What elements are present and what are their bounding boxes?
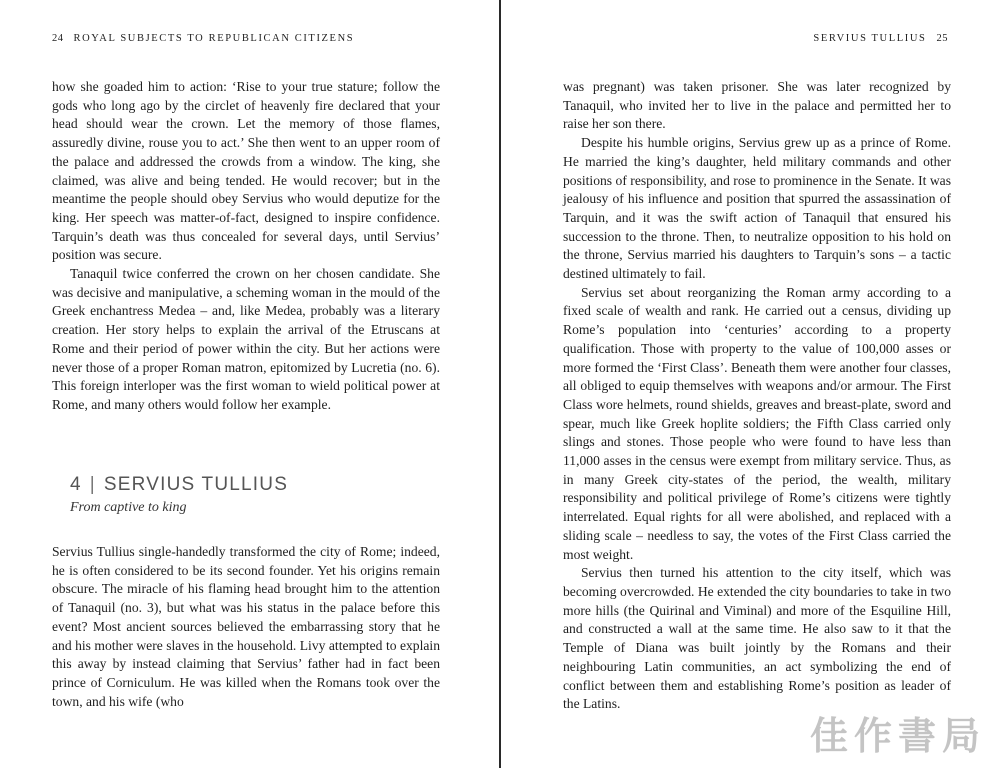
chapter-heading [70, 473, 288, 516]
chapter-number: 4 [70, 474, 82, 495]
paragraph: Servius then turned his attention to the city itself, which was becoming overcrowded. He extended the city boundaries to take in two more hills (the Quirinal and Viminal) and more of the Esquiline Hill, and constructed a wall at the same time. He also saw to it that the Temple of Diana was built jointly by the Romans and their neighbouring Latin communities, an act symbolizing the end of conflict between them and establishing Rome’s position as leader of the Latins. [563, 565, 951, 712]
running-head-title: ROYAL SUBJECTS TO REPUBLICAN CITIZENS [73, 33, 355, 44]
publisher-watermark: 佳作書局 [809, 714, 986, 758]
right-running-head [813, 33, 948, 44]
left-page [0, 0, 499, 768]
right-text [563, 78, 951, 714]
chapter-title: SERVIUS TULLIUS [103, 474, 289, 495]
chapter-separator: | [89, 474, 96, 495]
paragraph: how she goaded him to action: ‘Rise to your true stature; follow the gods who long ago by the circlet of heavenly fire declared that your head should wear the crown. Let the memory of those flames, assuredly divine, rouse you to act.’ She then went to an upper room of the palace and addressed the crowds from a window. The king, she claimed, was alive and being tended. He would recover; but in the meantime the people should obey Servius who would deputize for the king. Her speech was matter-of-fact, designed to inspire confidence. Tarquin’s death was thus concealed for several days, until Servius’ position was secure. [52, 79, 440, 263]
right-page [501, 0, 1000, 768]
paragraph: Servius Tullius single-handedly transformed the city of Rome; indeed, he is often considered to be its second founder. Yet his origins remain obscure. The miracle of his flaming head brought him to the attention of Tanaquil (no. 3), but what was his status in the palace before this event? Most ancient sources believed the embarrassing story that he and his mother were slaves in the household. Livy attempted to explain this away by instead claiming that Servius’ father had in fact been prince of Corniculum. He was killed when the Romans took over the town, and his wife (who [52, 544, 440, 709]
left-bottom-text [52, 543, 440, 711]
chapter-title-line [70, 473, 288, 497]
paragraph: Tanaquil twice conferred the crown on her chosen candidate. She was decisive and manipulative, a scheming woman in the mould of the Greek enchantress Medea – and, like Medea, probably was a literary creation. Her story helps to explain the arrival of the Etruscans at Rome and their period of power within the city. But her actions were never those of a proper Roman matron, epitomized by Lucretia (no. 6). This foreign interloper was the first woman to wield political power at Rome, and many others would follow her example. [52, 266, 440, 412]
chapter-subtitle: From captive to king [70, 500, 187, 515]
left-running-head [52, 33, 354, 44]
page-number: 25 [936, 33, 948, 44]
paragraph: Servius set about reorganizing the Roman army according to a fixed scale of wealth and rank. He carried out a census, dividing up Rome’s population into ‘centuries’ according to a property qualification. Those with property to the value of 100,000 asses or more formed the ‘First Class’. Beneath them were another four classes, all obliged to equip themselves with weapons and/or armour. The First Class wore helmets, round shields, greaves and breast-plate, sword and spear, much like Greek hoplite soldiers; the Fifth Class carried only slings and stones. Those people who were found to have less than 11,000 asses in the census were exempt from military service. Thus, as in many Greek city-states of the period, the wealth, military responsibility and political privilege of Rome’s citizens were tightly interrelated. Equal rights for all were abolished, and replaced with a sliding scale – needless to say, the votes of the First Class carried the most weight. [563, 284, 951, 562]
paragraph: was pregnant) was taken prisoner. She was later recognized by Tanaquil, who invited her to live in the palace and permitted her to raise her son there. [563, 79, 951, 132]
page-number: 24 [52, 33, 64, 44]
running-head-title: SERVIUS TULLIUS [813, 33, 927, 44]
paragraph: Despite his humble origins, Servius grew up as a prince of Rome. He married the king’s daughter, held military commands and other positions of responsibility, and rose to prominence in the Senate. It was jealousy of his influence and position that spurred the assassination of Tarquin, and it was the swift action of Tanaquil that ensured his succession to the throne. Then, to neutralize opposition to his hold on the throne, Servius married his daughters to Tarquin’s sons – a tactic destined ultimately to fail. [563, 135, 951, 282]
left-top-text [52, 78, 440, 415]
